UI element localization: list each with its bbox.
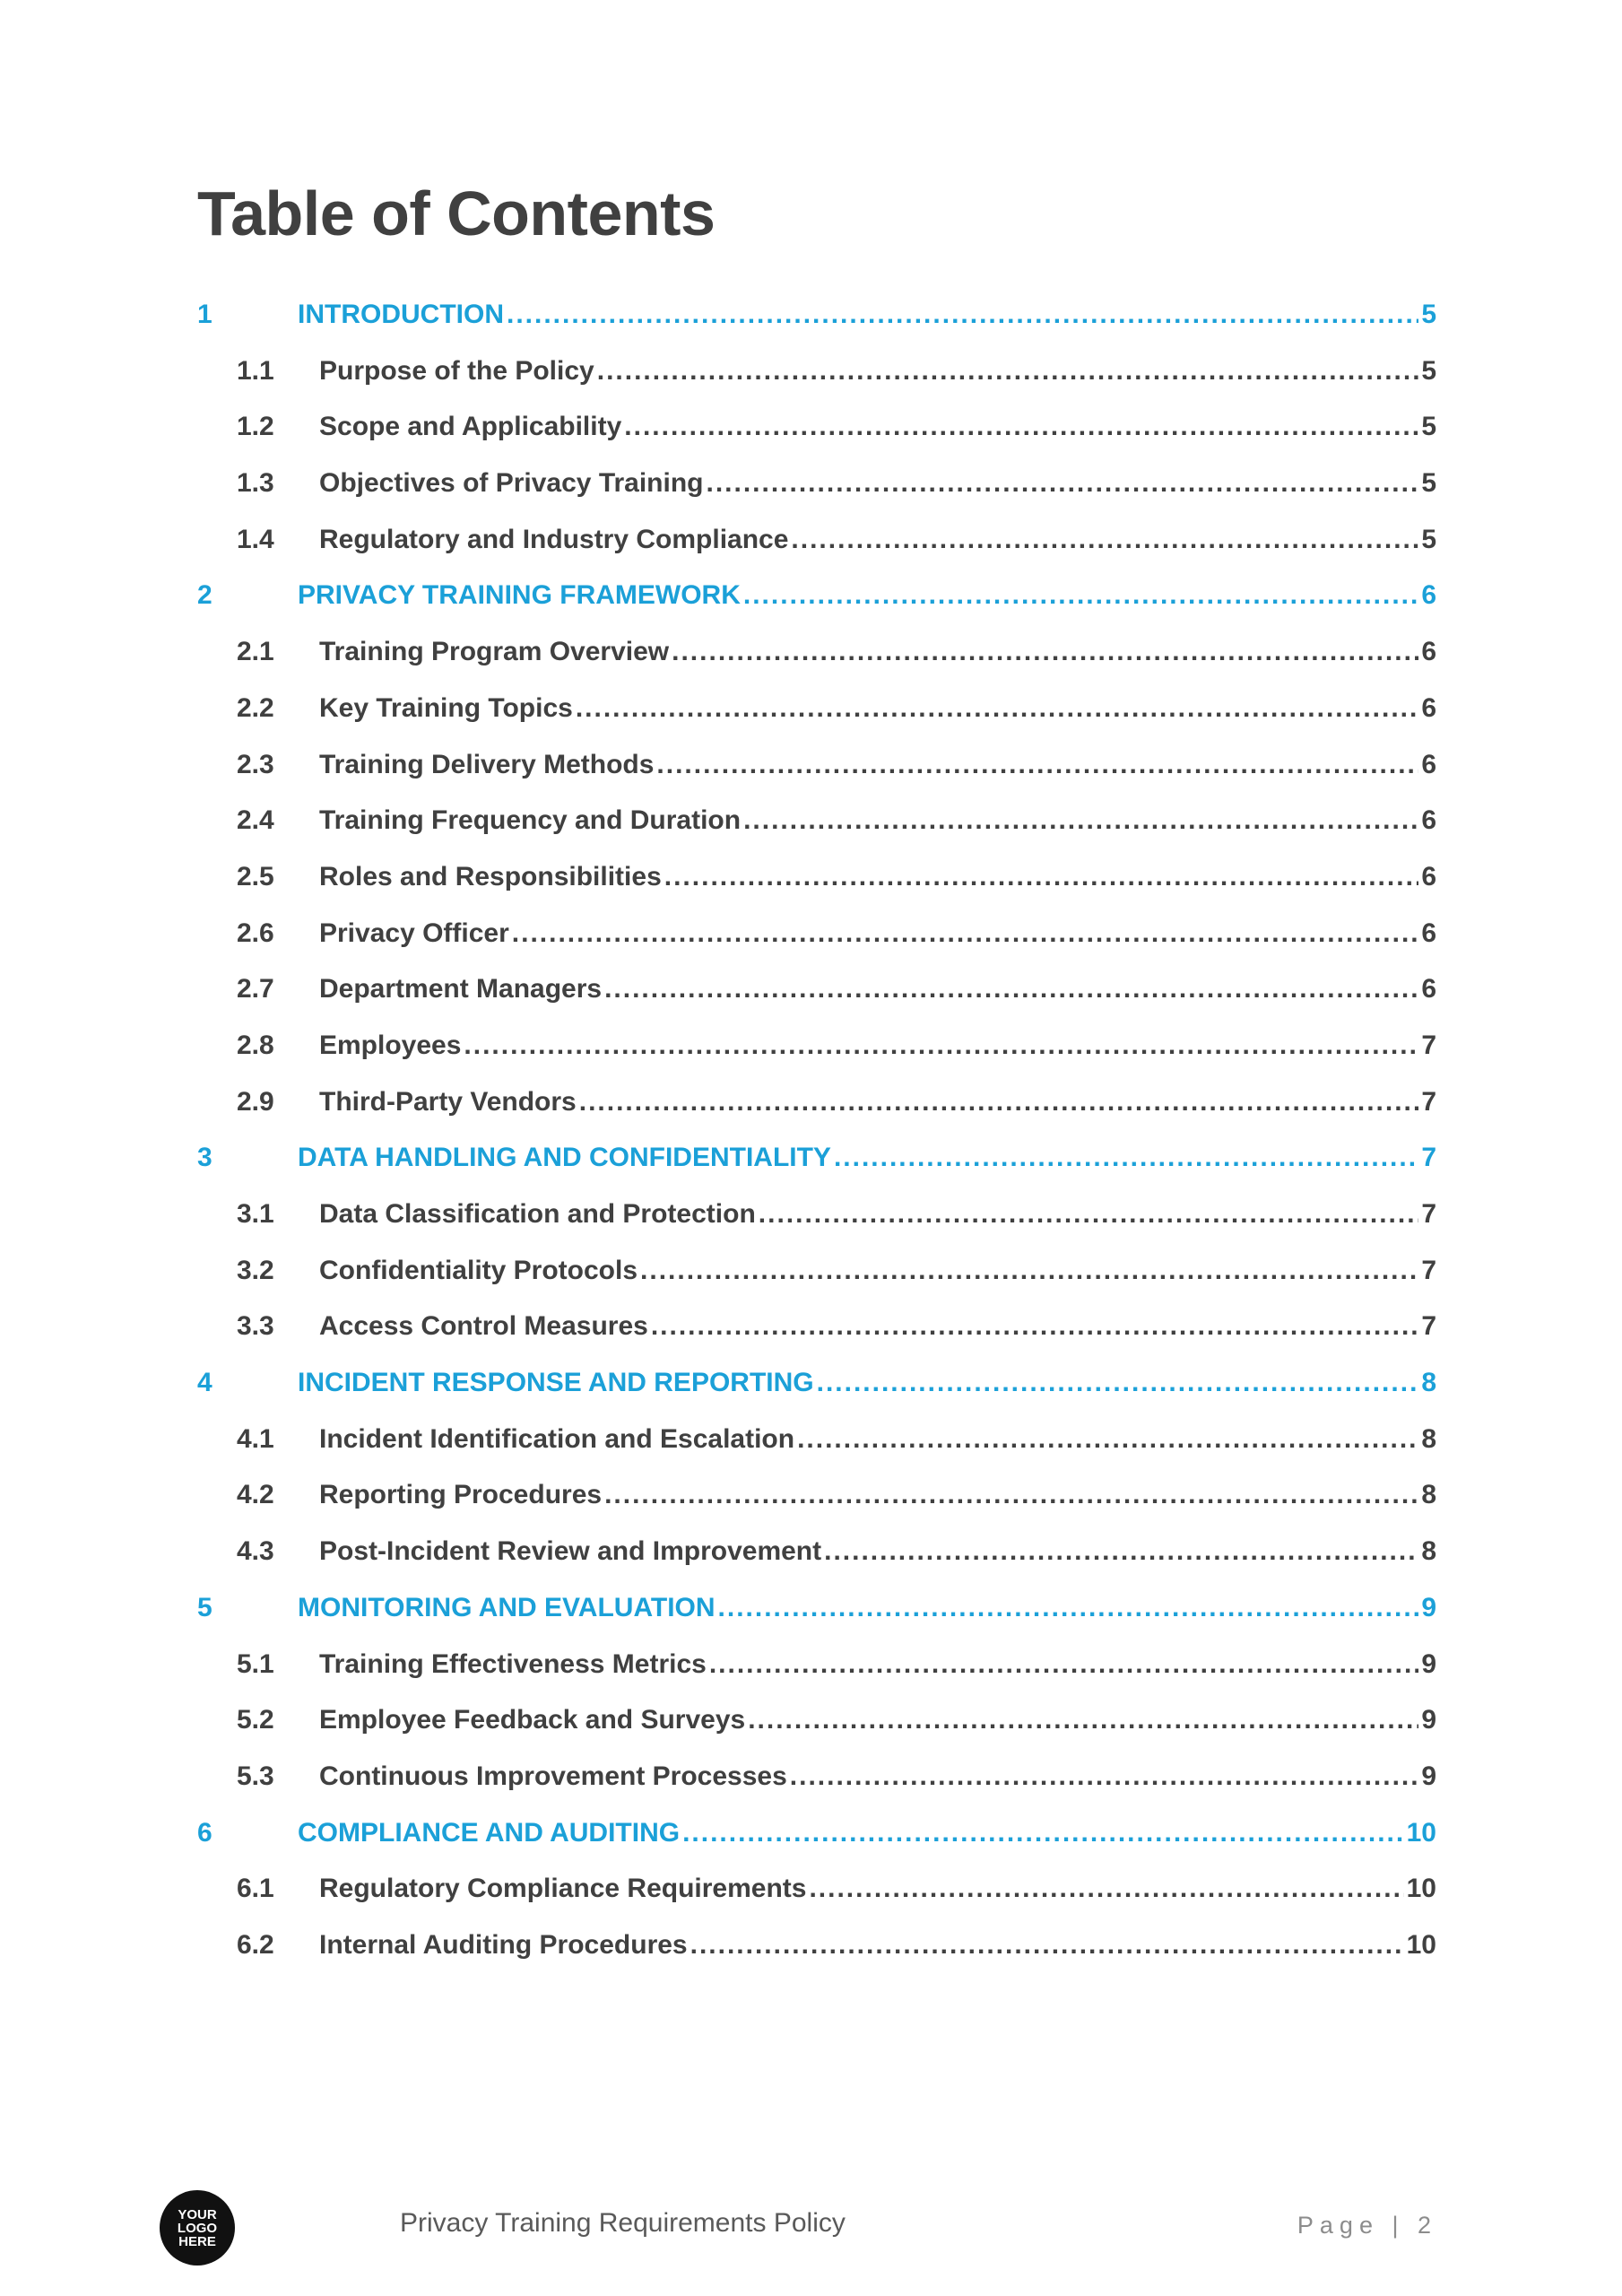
toc-entry-page: 6	[1421, 749, 1436, 779]
toc-dot-leader	[576, 693, 1418, 724]
toc-section-entry[interactable]	[197, 1368, 1436, 1424]
toc-entry-page: 8	[1421, 1536, 1436, 1567]
toc-section-entry[interactable]	[197, 1593, 1436, 1649]
toc-entry-number: 3.3	[237, 1311, 274, 1342]
toc-dot-leader	[824, 1536, 1418, 1567]
toc-subsection-entry[interactable]	[197, 693, 1436, 750]
toc-entry-number: 1.2	[237, 412, 274, 442]
toc-dot-leader	[748, 1705, 1418, 1735]
toc-subsection-entry[interactable]	[197, 1930, 1436, 1987]
toc-subsection-entry[interactable]	[197, 525, 1436, 581]
toc-entry-number: 2.2	[237, 692, 274, 723]
toc-entry-title: Training Frequency and Duration	[319, 805, 742, 836]
toc-entry-title: Training Program Overview	[319, 637, 670, 667]
toc-entry-page: 10	[1406, 1817, 1436, 1848]
toc-entry-number: 5	[197, 1592, 213, 1622]
toc-section-entry[interactable]	[197, 300, 1436, 356]
toc-entry-number: 2.9	[237, 1086, 274, 1117]
toc-entry-title: MONITORING AND EVALUATION	[298, 1592, 716, 1622]
toc-subsection-entry[interactable]	[197, 412, 1436, 468]
toc-dot-leader	[624, 412, 1418, 442]
toc-entry-title: Incident Identification and Escalation	[319, 1423, 795, 1454]
toc-entry-title: Scope and Applicability	[319, 412, 622, 442]
toc-entry-title: Employee Feedback and Surveys	[319, 1705, 746, 1735]
toc-dot-leader	[834, 1143, 1418, 1173]
toc-entry-number: 1.4	[237, 524, 274, 554]
toc-subsection-entry[interactable]	[197, 1874, 1436, 1930]
toc-dot-leader	[682, 1818, 1404, 1848]
toc-dot-leader	[507, 300, 1418, 330]
toc-entry-page: 9	[1421, 1761, 1436, 1791]
toc-entry-title: Third-Party Vendors	[319, 1086, 577, 1117]
toc-dot-leader	[597, 356, 1419, 387]
toc-entry-title: Data Classification and Protection	[319, 1199, 756, 1229]
toc-entry-number: 6.1	[237, 1874, 274, 1904]
toc-entry-title: Regulatory and Industry Compliance	[319, 524, 789, 554]
toc-dot-leader	[512, 918, 1419, 949]
toc-entry-page: 8	[1421, 1423, 1436, 1454]
toc-dot-leader	[797, 1424, 1418, 1455]
toc-entry-page: 5	[1421, 355, 1436, 386]
toc-entry-title: DATA HANDLING AND CONFIDENTIALITY	[298, 1143, 831, 1173]
toc-subsection-entry[interactable]	[197, 862, 1436, 918]
toc-entry-number: 5.2	[237, 1705, 274, 1735]
toc-dot-leader	[791, 525, 1418, 555]
toc-subsection-entry[interactable]	[197, 1705, 1436, 1761]
toc-entry-number: 6.2	[237, 1929, 274, 1960]
toc-entry-page: 9	[1421, 1648, 1436, 1679]
toc-entry-page: 6	[1421, 692, 1436, 723]
toc-entry-page: 5	[1421, 524, 1436, 554]
toc-subsection-entry[interactable]	[197, 1256, 1436, 1312]
toc-entry-title: Post-Incident Review and Improvement	[319, 1536, 822, 1567]
toc-entry-page: 6	[1421, 974, 1436, 1004]
toc-entry-title: Objectives of Privacy Training	[319, 468, 704, 499]
toc-section-entry[interactable]	[197, 1143, 1436, 1199]
toc-entry-title: Reporting Procedures	[319, 1480, 603, 1510]
toc-entry-number: 4	[197, 1368, 213, 1398]
toc-dot-leader	[690, 1930, 1404, 1961]
toc-entry-number: 2.6	[237, 918, 274, 948]
toc-entry-page: 10	[1406, 1874, 1436, 1904]
toc-dot-leader	[817, 1368, 1419, 1398]
toc-entry-title: Training Delivery Methods	[319, 749, 655, 779]
toc-subsection-entry[interactable]	[197, 356, 1436, 413]
toc-entry-number: 4.3	[237, 1536, 274, 1567]
toc-entry-page: 5	[1421, 468, 1436, 499]
toc-entry-page: 7	[1421, 1199, 1436, 1229]
footer-page-number: Page | 2	[1297, 2212, 1437, 2239]
page-title: Table of Contents	[197, 178, 716, 248]
toc-entry-page: 6	[1421, 637, 1436, 667]
toc-section-entry[interactable]	[197, 1818, 1436, 1874]
toc-subsection-entry[interactable]	[197, 1424, 1436, 1481]
toc-entry-title: PRIVACY TRAINING FRAMEWORK	[298, 580, 741, 611]
toc-dot-leader	[664, 862, 1419, 892]
toc-entry-title: Continuous Improvement Processes	[319, 1761, 787, 1791]
toc-dot-leader	[651, 1311, 1419, 1342]
toc-entry-title: Employees	[319, 1030, 462, 1060]
toc-entry-page: 7	[1421, 1311, 1436, 1342]
toc-dot-leader	[743, 805, 1418, 836]
toc-entry-title: Purpose of the Policy	[319, 355, 594, 386]
toc-entry-page: 7	[1421, 1086, 1436, 1117]
toc-subsection-entry[interactable]	[197, 1087, 1436, 1144]
toc-entry-title: Internal Auditing Procedures	[319, 1929, 688, 1960]
toc-section-entry[interactable]	[197, 580, 1436, 637]
toc-dot-leader	[604, 974, 1418, 1004]
toc-subsection-entry[interactable]	[197, 1031, 1436, 1087]
toc-entry-title: COMPLIANCE AND AUDITING	[298, 1817, 681, 1848]
toc-entry-number: 1	[197, 300, 213, 329]
toc-entry-title: Confidentiality Protocols	[319, 1255, 638, 1285]
toc-entry-number: 1.3	[237, 468, 274, 499]
toc-entry-number: 6	[197, 1817, 213, 1848]
toc-entry-page: 7	[1421, 1030, 1436, 1060]
toc-dot-leader	[709, 1649, 1418, 1680]
logo-text: YOUR LOGO HERE	[177, 2206, 218, 2249]
toc-entry-number: 2	[197, 580, 213, 611]
toc-subsection-entry[interactable]	[197, 918, 1436, 975]
toc-entry-page: 6	[1421, 580, 1436, 611]
toc-entry-number: 5.1	[237, 1648, 274, 1679]
toc-entry-title: Key Training Topics	[319, 692, 573, 723]
toc-entry-number: 2.1	[237, 637, 274, 667]
toc-dot-leader	[640, 1256, 1418, 1286]
toc-entry-page: 8	[1421, 1480, 1436, 1510]
toc-entry-number: 1.1	[237, 355, 274, 386]
toc-entry-title: INTRODUCTION	[298, 300, 504, 329]
toc-subsection-entry[interactable]	[197, 468, 1436, 525]
toc-dot-leader	[790, 1761, 1419, 1792]
toc-dot-leader	[579, 1087, 1419, 1118]
toc-dot-leader	[809, 1874, 1403, 1904]
footer-document-title: Privacy Training Requirements Policy	[400, 2208, 846, 2238]
toc-entry-page: 7	[1421, 1255, 1436, 1285]
toc-entry-page: 6	[1421, 805, 1436, 836]
toc-entry-title: Regulatory Compliance Requirements	[319, 1874, 807, 1904]
toc-entry-page: 6	[1421, 918, 1436, 948]
toc-entry-page: 8	[1421, 1368, 1436, 1398]
toc-dot-leader	[672, 637, 1418, 667]
toc-subsection-entry[interactable]	[197, 637, 1436, 693]
toc-entry-page: 10	[1406, 1929, 1436, 1960]
toc-subsection-entry[interactable]	[197, 1199, 1436, 1256]
toc-entry-title: Privacy Officer	[319, 918, 509, 948]
toc-entry-number: 2.4	[237, 805, 274, 836]
toc-entry-page: 7	[1421, 1143, 1436, 1173]
toc-entry-number: 2.3	[237, 749, 274, 779]
toc-entry-page: 9	[1421, 1705, 1436, 1735]
toc-dot-leader	[656, 750, 1418, 780]
toc-entry-title: Roles and Responsibilities	[319, 861, 662, 891]
toc-entry-page: 5	[1421, 300, 1436, 329]
toc-subsection-entry[interactable]	[197, 805, 1436, 862]
toc-entry-number: 5.3	[237, 1761, 274, 1791]
toc-subsection-entry[interactable]	[197, 1480, 1436, 1536]
toc-entry-title: Access Control Measures	[319, 1311, 648, 1342]
toc-dot-leader	[743, 580, 1418, 611]
toc-entry-number: 3	[197, 1143, 213, 1173]
toc-entry-title: Department Managers	[319, 974, 603, 1004]
toc-entry-number: 4.1	[237, 1423, 274, 1454]
toc-entry-page: 6	[1421, 861, 1436, 891]
toc-entry-page: 5	[1421, 412, 1436, 442]
toc-entry-number: 4.2	[237, 1480, 274, 1510]
toc-subsection-entry[interactable]	[197, 1761, 1436, 1818]
toc-entry-number: 2.7	[237, 974, 274, 1004]
table-of-contents	[197, 300, 1436, 1987]
logo	[160, 2190, 235, 2266]
toc-dot-leader	[707, 468, 1419, 499]
toc-subsection-entry[interactable]	[197, 974, 1436, 1031]
toc-dot-leader	[464, 1031, 1418, 1061]
toc-entry-number: 2.5	[237, 861, 274, 891]
toc-subsection-entry[interactable]	[197, 1649, 1436, 1706]
toc-entry-number: 3.1	[237, 1199, 274, 1229]
toc-subsection-entry[interactable]	[197, 1311, 1436, 1368]
toc-subsection-entry[interactable]	[197, 1536, 1436, 1593]
toc-entry-number: 3.2	[237, 1255, 274, 1285]
toc-entry-title: INCIDENT RESPONSE AND REPORTING	[298, 1368, 814, 1398]
toc-entry-title: Training Effectiveness Metrics	[319, 1648, 707, 1679]
toc-entry-number: 2.8	[237, 1030, 274, 1060]
toc-dot-leader	[604, 1480, 1418, 1510]
toc-dot-leader	[759, 1199, 1419, 1230]
toc-entry-page: 9	[1421, 1592, 1436, 1622]
toc-subsection-entry[interactable]	[197, 750, 1436, 806]
toc-dot-leader	[718, 1593, 1419, 1623]
